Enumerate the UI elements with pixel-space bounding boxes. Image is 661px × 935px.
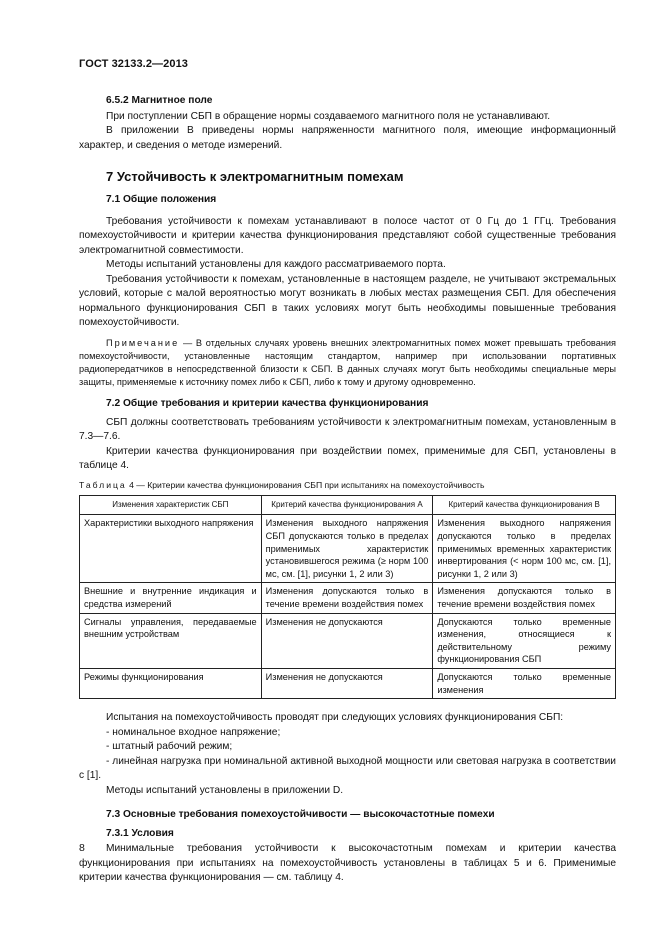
table-4-caption [79, 479, 616, 491]
section-71-note [79, 337, 616, 390]
section-73-title: 7.3 Основные требования помехоустойчивости — высокочастотные помехи [106, 809, 495, 821]
table-cell: Режимы функционирования [80, 668, 262, 698]
table-cell: Изменения не допускаются [261, 613, 433, 668]
table-cell: Внешние и внутренние индикация и средства измерений [80, 583, 262, 613]
table-cell: Изменения допускаются только в течение времени воздействия помех [433, 583, 616, 613]
table-header-cell: Критерий качества функционирования А [261, 495, 433, 515]
table-row [80, 515, 616, 583]
section-72-title: 7.2 Общие требования и критерии качества функционирования [106, 398, 429, 410]
section-652-title: 6.5.2 Магнитное поле [106, 95, 213, 106]
section-71-title: 7.1 Общие положения [106, 194, 217, 205]
table-row [80, 583, 616, 613]
section-7-title: 7 Устойчивость к электромагнитным помехам [106, 169, 404, 184]
condition-list-item: - штатный рабочий режим; [106, 741, 233, 753]
table-header-cell: Критерий качества функционирования В [433, 495, 616, 515]
condition-list-item: - линейная нагрузка при номинальной активной выходной мощности или световая нагрузка в соответствии с [1]. [79, 755, 616, 782]
after-table-paragraph-2: Методы испытаний установлены в приложении D. [106, 784, 344, 796]
table-cell: Изменения допускаются только в течение времени воздействия помех [261, 583, 433, 613]
section-72-paragraph-1: СБП должны соответствовать требованиям устойчивости к электромагнитным помехам, установленным в 7.3—7.6. [79, 416, 616, 443]
table-cell: Сигналы управления, передаваемые внешним устройствам [80, 613, 262, 668]
condition-list-item: - номинальное входное напряжение; [106, 726, 281, 738]
page-number: 8 [79, 842, 85, 854]
section-71-paragraph-1: Требования устойчивости к помехам устанавливают в полосе частот от 0 Гц до 1 ГГц. Требования помехоустойчивости и критерии качества функционирования представляют собой существенные требования электромагнитной совместимости. [79, 215, 616, 256]
document-code-header: ГОСТ 32133.2—2013 [79, 58, 189, 70]
note-label: Примечание [106, 337, 180, 348]
table-cell: Допускаются только временные изменения [433, 668, 616, 698]
table-cell: Допускаются только временные изменения, относящиеся к действительному режиму функционирования СБП [433, 613, 616, 668]
section-731-title: 7.3.1 Условия [106, 827, 174, 839]
section-72-paragraph-2: Критерии качества функционирования при воздействии помех, применимые для СБП, установлены в таблице 4. [79, 445, 616, 472]
page-content [79, 94, 616, 886]
table-cell: Изменения выходного напряжения СБП допускаются только в пределах применимых характеристик установившегося режима (≥ норм 100 мс, см. [1], рисунки 1, 2 или 3) [261, 515, 433, 583]
table-header-cell: Изменения характеристик СБП [80, 495, 262, 515]
table-cell: Изменения выходного напряжения допускаются только в пределах применимых временных характеристик инвертирования (< норм 100 мс, см. [1], рисунки 1, 2 или 3) [433, 515, 616, 583]
table-cell: Характеристики выходного напряжения [80, 515, 262, 583]
table-caption-label: Таблица [79, 479, 127, 490]
section-652-paragraph-2: В приложении В приведены нормы напряженности магнитного поля, имеющие информационный характер, и сведения о методе измерений. [79, 125, 616, 151]
table-row [80, 613, 616, 668]
table-row [80, 668, 616, 698]
table-4 [79, 495, 616, 699]
table-header-row [80, 495, 616, 515]
section-652-paragraph-1: При поступлении СБП в обращение нормы создаваемого магнитного поля не устанавливают. [106, 110, 551, 122]
after-table-paragraph-1: Испытания на помехоустойчивость проводят при следующих условиях функционирования СБП: [106, 712, 564, 724]
table-cell: Изменения не допускаются [261, 668, 433, 698]
table-caption-text: 4 — Критерии качества функционирования СБП при испытаниях на помехоустойчивость [126, 479, 485, 490]
section-731-paragraph-1: Минимальные требования устойчивости к высокочастотным помехам и критерии качества функционирования при испытаниях на помехоустойчивость установлены в таблицах 5 и 6. Применимые критерии качества функционирования — см. таблицу 4. [79, 843, 616, 884]
note-text: — В отдельных случаях уровень внешних электромагнитных помех может превышать требования помехоустойчивости, установленные настоящим стандартом, например при использовании портативных радиопередатчиков в непосредственной близости к СБП. В данных случаях могут быть необходимы специальные меры защиты, применяемые к источнику помех либо к СБП, либо к тому и другому одновременно. [79, 337, 616, 388]
section-71-paragraph-2: Методы испытаний установлены для каждого рассматриваемого порта. [106, 259, 446, 270]
section-71-paragraph-3: Требования устойчивости к помехам, установленные в настоящем разделе, не учитывают экстремальных условий, которые с малой вероятностью могут возникать в любых местах размещения СБП. Для обеспечения нормального функционирования СБП в таких условиях могут быть необходимы повышенные требования помехоустойчивости. [79, 273, 616, 328]
